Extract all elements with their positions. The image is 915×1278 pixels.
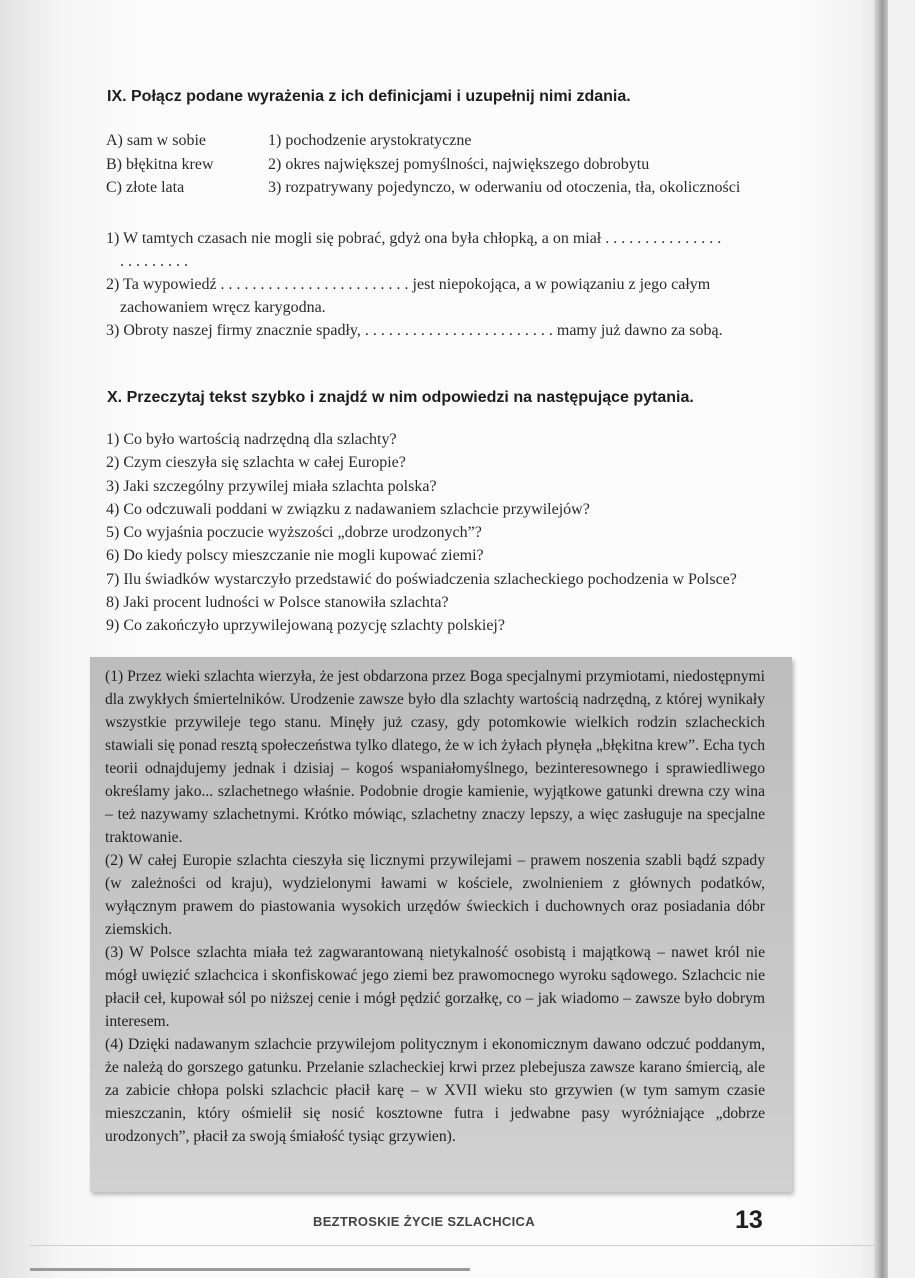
matching-row	[106, 129, 740, 153]
definition-2: 2) okres największej pomyślności, największego dobrobytu	[268, 155, 650, 173]
fill-in-sentences	[106, 227, 771, 342]
sentence-2: 2) Ta wypowiedź . . . . . . . . . . . . . . . . . . . . . . . . jest niepokojąca, a w powiązaniu z jego całym	[106, 276, 711, 293]
matching-table	[106, 129, 740, 200]
matching-row	[106, 153, 740, 177]
reading-paragraph-3: (3) W Polsce szlachta miała też zagwarantowaną nietykalność osobistą i majątkową – nawet król nie mógł uwięzić szlachcica i skonfiskować jego ziemi bez prawomocnego wyroku sądowego. Szlachcic nie płacił ceł, kupował sól po niższej cenie i mógł pędzić gorzałkę, co – jak wiadomo – zawsze było dobrym interesem.	[105, 944, 765, 1030]
expression-a: A) sam w sobie	[106, 132, 206, 149]
footer-divider	[30, 1245, 875, 1246]
sentence-3: 3) Obroty naszej firmy znacznie spadły, . . . . . . . . . . . . . . . . . . . . . . . . mamy już dawno za sobą.	[106, 322, 723, 339]
sentence-1: 1) W tamtych czasach nie mogli się pobrać, gdyż ona była chłopką, a on miał . . . . . . . . . . . . . . .	[106, 230, 722, 247]
question-list	[106, 428, 737, 638]
definition-3: 3) rozpatrywany pojedynczo, w oderwaniu od otoczenia, tła, okoliczności	[268, 179, 741, 196]
reading-paragraph-2: (2) W całej Europie szlachta cieszyła się licznymi przywilejami – prawem noszenia szabli bądź szpady (w zależności od kraju), wydzielonymi ławami w kościele, zwolnieniem z głównych podatków, wyłącznym prawem do piastowania wysokich urzędów świeckich i duchownych oraz posiadania dóbr ziemskich.	[105, 852, 765, 938]
question-item: 5) Co wyjaśnia poczucie wyższości „dobrze urodzonych”?	[106, 524, 482, 542]
question-item: 7) Ilu świadków wystarczyło przedstawić do poświadczenia szlacheckiego pochodzenia w Polsce?	[106, 570, 737, 588]
sentence-1-continuation: . . . . . . . . .	[120, 253, 188, 270]
page-number: 13	[735, 1206, 763, 1234]
question-item: 3) Jaki szczególny przywilej miała szlachta polska?	[106, 477, 437, 495]
question-item: 6) Do kiedy polscy mieszczanie nie mogli kupować ziemi?	[106, 547, 484, 565]
expression-b: B) błękitna krew	[106, 155, 214, 173]
sentence-2-continuation: zachowaniem wręcz karygodna.	[120, 299, 326, 316]
reading-text-box	[90, 657, 792, 1192]
definition-1: 1) pochodzenie arystokratyczne	[268, 132, 472, 149]
question-item: 1) Co było wartością nadrzędną dla szlachty?	[106, 431, 397, 448]
reading-paragraph-1: (1) Przez wieki szlachta wierzyła, że jest obdarzona przez Boga specjalnymi przymiotami, niedostępnymi dla zwykłych śmiertelników. Urodzenie zawsze było dla szlachty wartością nadrzędną, z której wynikały wszystkie przywileje tego stanu. Minęły już czasy, gdy potomkowie wielkich rodzin szlacheckich stawiali się ponad resztą społeczeństwa tylko dlatego, że w ich żyłach płynęła „błękitna krew”. Echa tych teorii odnajdujemy jednak i dzisiaj – kogoś wspaniałomyślnego, bezinteresownego i sprawiedliwego określamy jako... szlachetnego właśnie. Podobnie drogie kamienie, wyjątkowe gatunki drewna czy wina – też nazywamy szlachetnymi. Krótko mówiąc, szlachetny znaczy lepszy, a więc zasługuje na specjalne traktowanie.	[105, 668, 765, 846]
question-item: 4) Co odczuwali poddani w związku z nadawaniem szlachcie przywilejów?	[106, 500, 590, 518]
question-item: 2) Czym cieszyła się szlachta w całej Europie?	[106, 454, 406, 472]
expression-c: C) złote lata	[106, 179, 185, 196]
question-item: 8) Jaki procent ludności w Polsce stanowiła szlachta?	[106, 594, 449, 612]
book-spine-shadow	[874, 0, 888, 1278]
matching-row	[106, 176, 740, 200]
exercise-10-heading: X. Przeczytaj tekst szybko i znajdź w nim odpowiedzi na następujące pytania.	[107, 389, 694, 406]
question-item: 9) Co zakończyło uprzywilejowaną pozycję szlachty polskiej?	[106, 617, 505, 635]
reading-paragraph-4: (4) Dzięki nadawanym szlachcie przywilejom politycznym i ekonomicznym dawano odczuć poddanym, że należą do gorszego gatunku. Przelanie szlacheckiej krwi przez plebejusza zawsze karano śmiercią, ale za zabicie chłopa polski szlachcic płacił karę – w XVII wieku sto grzywien (w tym samym czasie mieszczanin, który ośmielił się nosić kosztowne futra i jedwabne pasy wyróżniające „dobrze urodzonych”, płacił za swoją śmiałość tysiąc grzywien).	[105, 1036, 765, 1145]
reading-text	[105, 665, 765, 1148]
scan-edge	[30, 1268, 470, 1271]
page-edge	[888, 0, 915, 1278]
exercise-9-heading: IX. Połącz podane wyrażenia z ich definicjami i uzupełnij nimi zdania.	[107, 88, 631, 105]
chapter-title: BEZTROSKIE ŻYCIE SZLACHCICA	[313, 1214, 535, 1229]
